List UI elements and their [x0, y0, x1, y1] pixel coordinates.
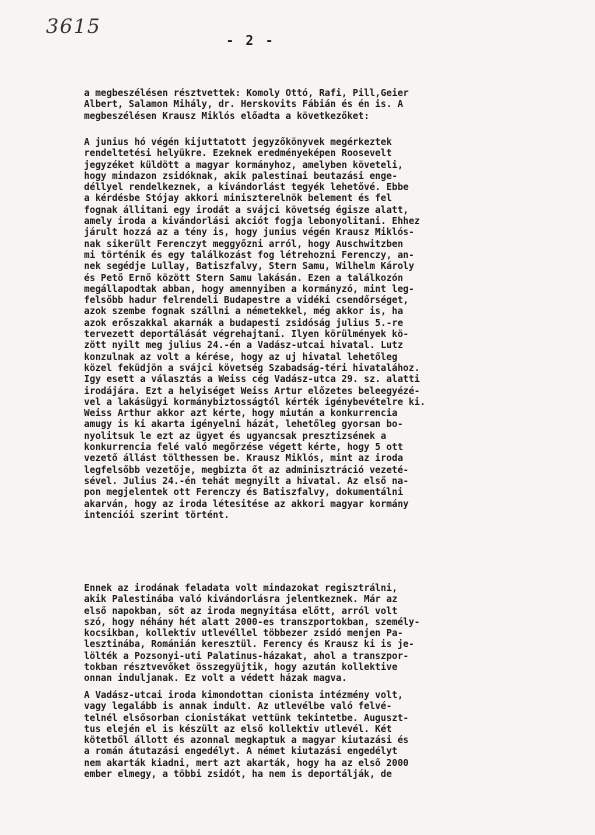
- text-line: amely iroda a kivándorlási akciót fogja lebonyolitani. Ehhez: [84, 216, 420, 228]
- text-line: nem akarták kiadni, mert azt akarták, hogy ha az első 2000: [84, 757, 409, 769]
- text-line: legfelsőbb vezetője, megbizta őt az adminisztráció vezeté-: [84, 464, 409, 476]
- text-line: fognak állitani egy irodát a svájci követség égisze alatt,: [84, 204, 409, 216]
- text-line: azok szembe fognak szállni a németekkel, még akkor is, ha: [84, 306, 404, 318]
- text-line: Weiss Arthur akkor azt kérte, hogy miután a konkurrencia: [84, 408, 398, 420]
- paragraph: [84, 690, 524, 780]
- text-line: és Pető Ernő között Stern Samu lakásán. Ezen a találkozón: [84, 272, 404, 284]
- text-line: kocsikban, kollektiv utlevéllel többezer zsidó menjen Pa-: [84, 628, 404, 640]
- text-line: kötetből állott és azonnal megkaptuk a magyar kiutazási és: [84, 735, 409, 747]
- text-line: konzulnak az volt a kérése, hogy az uj hivatal lehetőleg: [84, 351, 398, 363]
- text-line: ember elmegy, a többi zsidót, ha nem is deportálják, de: [84, 769, 392, 781]
- text-line: amugy is ki akarta igényelni házát, lehetőleg gyorsan bo-: [84, 419, 404, 431]
- text-line: tervezett deportálását végrehajtani. Ilyen körülmények kö-: [84, 329, 409, 341]
- text-line: akarván, hogy az iroda létesitése az akkori magyar kormány: [84, 498, 409, 510]
- paragraph: [84, 88, 524, 122]
- text-line: A Vadász-utcai iroda kimondottan cionista intézmény volt,: [84, 690, 404, 701]
- text-line: megállapodtak abban, hogy amennyiben a kormányzó, mint leg-: [84, 283, 415, 295]
- text-line: szó, hogy néhány hét alatt 2000-es transzportokban, személy-: [84, 616, 420, 628]
- text-line: járult hozzá az a tény is, hogy junius végén Krausz Miklós-: [84, 227, 415, 239]
- text-line: lölték a Pozsonyi-uti Palatinus-házakat, ahol a transzpor-: [84, 650, 409, 662]
- text-line: hogy mindazon zsidóknak, akik palestinai beutazási enge-: [84, 170, 398, 182]
- text-line: zött nyilt meg julius 24.-én a Vadász-utcai hivatal. Lutz: [84, 340, 404, 352]
- text-line: telnél elsősorban cionistákat vettünk tekintetbe. Auguszt-: [84, 712, 409, 724]
- text-line: vagy legalább is annak indult. Az utlevélbe való felvé-: [84, 701, 392, 713]
- text-line: pon megjelentek ott Ferenczy és Batiszfalvy, dokumentálni: [84, 487, 404, 499]
- text-line: tus elején el is készült az első kollektiv utlevél. Két: [84, 723, 392, 735]
- text-line: mi történik és egy találkozást fog létrehozni Ferenczy, an-: [84, 249, 415, 261]
- paragraph: [84, 583, 524, 685]
- text-line: közel feküdjön a svájci követség Szabadság-téri hivatalához.: [84, 362, 420, 374]
- text-line: első napokban, sőt az iroda megnyitása előtt, arról volt: [84, 605, 398, 617]
- text-line: a kérdésbe Stójay akkori miniszterelnök belement és fel: [84, 193, 392, 205]
- text-line: a román átutazási engedélyt. A német kiutazási engedélyt: [84, 746, 398, 758]
- text-line: déllyel rendelkeznek, a kivándorlást tegyék lehetővé. Ebbe: [84, 182, 409, 194]
- text-line: nyolitsuk le ezt az ügyet és ugyancsak presztizsének a: [84, 430, 387, 442]
- text-line: felsőbb hadur felrendeli Budapestre a vidéki csendőrséget,: [84, 295, 409, 307]
- text-line: akik Palestinába való kivándorlásra jelentkeznek. Már az: [84, 594, 398, 606]
- page-number: - 2 -: [226, 34, 276, 49]
- text-line: A junius hó végén kijuttatott jegyzőkönyvek megérkeztek: [84, 137, 392, 148]
- text-line: jegyzéket küldött a magyar kormányhoz, amelyben követeli,: [84, 159, 404, 171]
- text-line: nek segédje Lullay, Batiszfalvy, Stern Samu, Wilhelm Károly: [84, 261, 415, 273]
- text-line: megbeszélésen Krausz Miklós előadta a következőket:: [84, 110, 370, 122]
- text-line: tokban résztvevőket összegyüjtik, hogy azután kollektive: [84, 662, 398, 674]
- text-line: vezető állást tölthessen be. Krausz Miklós, mint az iroda: [84, 453, 404, 465]
- text-line: Albert, Salamon Mihály, dr. Herskovits Fábián és én is. A: [84, 99, 404, 111]
- text-line: sével. Julius 24.-én tehát megnyilt a hivatal. Az első na-: [84, 475, 409, 487]
- text-line: lesztinába, Románián keresztül. Ferency és Krausz ki is je-: [84, 639, 415, 651]
- paragraph: [84, 137, 524, 521]
- text-line: a megbeszélésen résztvettek: Komoly Ottó, Rafi, Pill,Geier: [84, 88, 409, 99]
- text-line: onnan induljanak. Ez volt a védett házak magva.: [84, 673, 348, 685]
- text-line: konkurrencia felé való megőrzése végett kérte, hogy 5 ott: [84, 442, 404, 454]
- handwritten-note: 3615: [46, 14, 101, 38]
- text-line: irodájára. Ezt a helyiséget Weiss Artur előzetes beleegyézé-: [84, 385, 420, 397]
- text-line: azok erőszakkal akarnák a budapesti zsidóság julius 5.-re: [84, 317, 404, 329]
- text-line: intenciói szerint történt.: [84, 509, 230, 521]
- text-line: Ennek az irodának feladata volt mindazokat regisztrálni,: [84, 583, 398, 594]
- text-line: Igy esett a választás a Weiss cég Vadász-utca 29. sz. alatti: [84, 374, 420, 386]
- text-line: nak sikerült Ferenczyt meggyőzni arról, hogy Auschwitzben: [84, 238, 404, 250]
- text-line: rendeltetési helyükre. Ezeknek eredményeképen Roosevelt: [84, 148, 392, 160]
- text-line: vel a lakásügyi kormánybiztosságtól kérték igénybevételre ki.: [84, 396, 426, 408]
